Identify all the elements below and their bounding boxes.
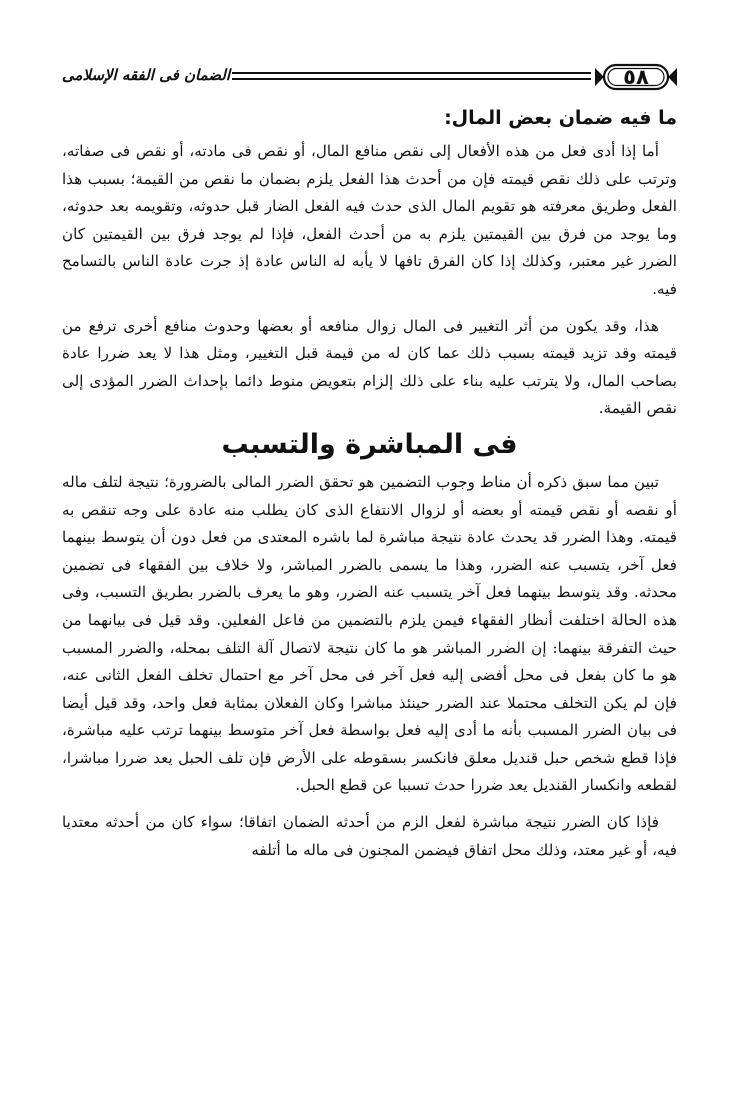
subheading: ما فيه ضمان بعض المال: — [444, 107, 677, 129]
page-number: ٥٨ — [623, 65, 649, 89]
running-header — [62, 60, 677, 94]
paragraph: فإذا كان الضرر نتيجة مباشرة لفعل الزم من أحدثه الضمان اتفاقا؛ سواء كان من أحدثه معتديا فيه، أو غير معتد، وذلك محل اتفاق فيضمن المجنون فى ماله ما أتلفه — [62, 813, 677, 859]
running-title: الضمان فى الفقه الإسلامى — [61, 66, 230, 84]
section-title: فى المباشرة والتسبب — [221, 428, 518, 460]
paragraph: هذا، وقد يكون من أثر التغيير فى المال زوال منافعه أو بعضها وحدوث منافع أخرى ترفع من قيمته وقد تزيد قيمته بسبب ذلك عما كان له من قيمة قبل التغيير، ومثل هذا لا يعد ضررا عادة بصاحب المال، ولا يترتب عليه بناء على ذلك إلزام بتعويض منوط دائما بإحداث الضرر المؤدى إلى نقص القيمة. — [62, 316, 677, 418]
paragraph: أما إذا أدى فعل من هذه الأفعال إلى نقص منافع المال، أو نقص فى مادته، أو نقص فى صفاته، وترتب على ذلك نقص قيمته فإن من أحدث هذا الفعل يلزم بضمان ما نقص من القيمة؛ بسبب هذا الفعل وطريق معرفته هو تقويم المال الذى حدث فيه الفعل الضار قبل حدوثه، وتقويمه بعد حدوثه، وما يوجد من فرق بين القيمتين يلزم به من أحدث الفعل، فإذا لم يوجد فرق بين القيمتين كان الضرر غير معتبر، وكذلك إذا كان الفرق تافها لا يأبه له الناس عادة إذ جرت عادة الناس بالتسامح فيه. — [62, 142, 677, 298]
page-number-badge — [595, 62, 677, 92]
page-body — [62, 102, 677, 864]
paragraph: تبين مما سبق ذكره أن مناط وجوب التضمين هو تحقق الضرر المالى بالضرورة؛ نتيجة لتلف ماله أو نقصه أو نقص قيمته أو بعضه أو لزوال الانتفاع الذى كان يطلب منه عادة على وجه تنقص به قيمته. وهذا الضرر قد يحدث عادة نتيجة مباشرة لما باشره المعتدى من فعل دون أن يتوسط بينهما فعل آخر، يتسبب عنه الضرر، وهذا ما يسمى بالضرر المباشر، ولا خلاف بين الفقهاء فى تضمين محدثه. وقد يتوسط بينهما فعل آخر يتسبب عنه الضرر، وهو ما يعرف بالضرر بطريق التسبب، وفى هذه الحالة اختلفت أنظار الفقهاء فيمن يلزم بالتضمين من فاعل الفعلين. وقد قيل فى بيانهما من حيث التفرقة بينهما: إن الضرر المباشر هو ما كان نتيجة لاتصال آلة التلف بمحله، والضرر المسبب هو ما كان بفعل فى محل أفضى إليه فعل آخر فى محل آخر مع احتمال تخلف الفعل الثانى عنه، فإن لم يكن التخلف محتملا عند الضرر حينئذ مباشرا وكان الفعلان بمثابة فعل واحد، وقد قيل أيضا فى بيان الضرر المسبب بأنه ما أدى إليه فعل بواسطة فعل آخر متوسط بينهما ترتب عليه مباشرة، فإذا قطع شخص حبل قنديل معلق فانكسر بسقوطه على الأرض فإن تلف الحبل يعد ضررا مباشرا، لقطعه وانكسار القنديل يعد ضررا حدث تسببا عن قطع الحبل. — [62, 472, 677, 795]
header-rule — [232, 72, 591, 81]
